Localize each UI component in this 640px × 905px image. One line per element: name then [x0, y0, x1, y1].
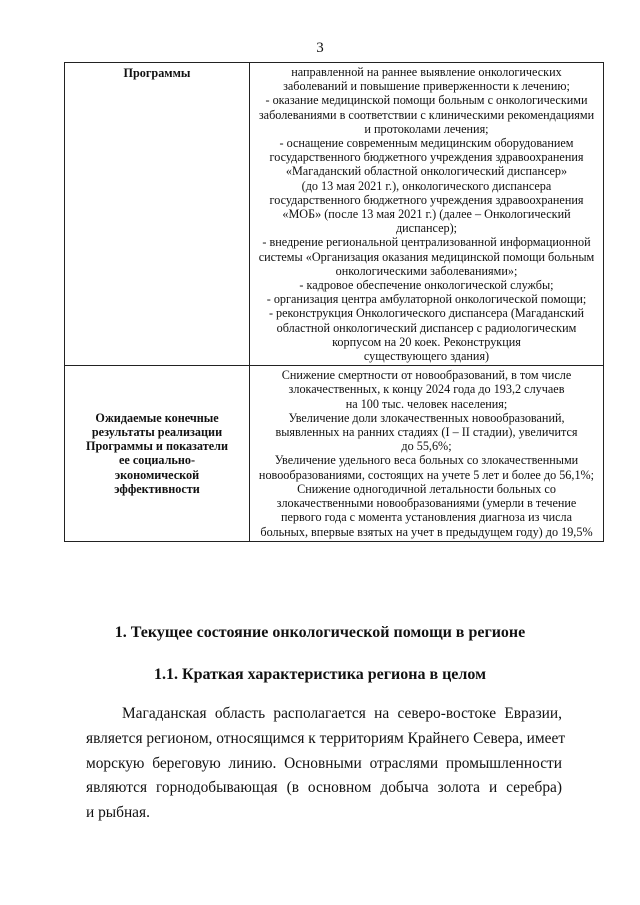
- label-cell-programs: Программы: [65, 63, 250, 366]
- content-line: выявленных на ранних стадиях (I – II стадии), увеличится: [275, 425, 578, 440]
- content-line: заболеваний и повышение приверженности к лечению;: [283, 79, 570, 94]
- content-line: злокачественными новообразованиями (умерли в течение: [276, 496, 577, 511]
- content-line: - кадровое обеспечение онкологической службы;: [299, 278, 554, 293]
- content-line: - оказание медицинской помощи больным с онкологическими: [265, 93, 588, 108]
- label-line: результаты реализации: [91, 425, 223, 440]
- content-line: - организация центра амбулаторной онкологической помощи;: [266, 292, 587, 307]
- content-line: Снижение одногодичной летальности больных со: [297, 481, 556, 496]
- paragraph-line: являются горнодобывающая (в основном добыча золота и серебра): [86, 779, 562, 797]
- content-line: «МОБ» (после 13 мая 2021 г.) (далее – Онкологический: [282, 207, 571, 222]
- content-line: - внедрение региональной централизованной информационной: [262, 235, 591, 250]
- content-line: до 55,6%;: [401, 439, 452, 454]
- section-heading: 1. Текущее состояние онкологической помощи в регионе: [114, 624, 526, 641]
- content-line: - реконструкция Онкологического диспансера (Магаданский: [268, 306, 585, 321]
- content-line: государственного бюджетного учреждения здравоохранения: [269, 192, 584, 207]
- label-cell-expected-results: [65, 366, 250, 541]
- content-line: новообразованиями, состоящих на учете 5 лет и более до 56,1%;: [258, 467, 595, 482]
- content-line: корпусом на 20 коек. Реконструкция: [332, 334, 521, 349]
- content-line: и протоколами лечения;: [364, 121, 489, 136]
- content-cell-expected-results: [250, 366, 604, 541]
- content-line: диспансер);: [395, 221, 458, 236]
- content-line: существующего здания): [363, 349, 490, 364]
- paragraph-line: морскую береговую линию. Основными отраслями промышленности: [86, 754, 562, 772]
- label-line: эффективности: [114, 481, 200, 496]
- content-line: Увеличение доли злокачественных новообразований,: [288, 410, 565, 425]
- content-line: «Магаданский областной онкологический диспансер»: [285, 164, 568, 179]
- table-row-expected-results: [65, 366, 604, 541]
- label-line: Программы и показатели: [86, 439, 228, 454]
- paragraph-line: Магаданская область располагается на северо-востоке Евразии,: [122, 705, 562, 722]
- content-line: онкологическими заболеваниями»;: [335, 263, 518, 278]
- subsection-heading: 1.1. Краткая характеристика региона в целом: [154, 666, 486, 683]
- content-cell-programs: [250, 63, 604, 366]
- content-line: Снижение смертности от новообразований, в том числе: [281, 368, 572, 383]
- content-line: заболеваниями в соответствии с клиническими рекомендациями: [258, 107, 595, 122]
- content-line: направленной на раннее выявление онкологических: [291, 65, 562, 79]
- content-line: первого года с момента установления диагноза из числа: [280, 510, 573, 525]
- label-line: ее социально-: [118, 453, 196, 468]
- paragraph-line: и рыбная.: [86, 804, 150, 822]
- page-number: 3: [316, 40, 324, 56]
- label-line: экономической: [114, 467, 200, 482]
- body-paragraph: [86, 702, 566, 826]
- paragraph-line: является регионом, относящимся к территориям Крайнего Севера, имеет: [86, 729, 566, 747]
- content-line: системы «Организация оказания медицинской помощи больным: [258, 249, 595, 264]
- label-line: Ожидаемые конечные: [95, 410, 219, 425]
- content-line: государственного бюджетного учреждения здравоохранения: [269, 150, 584, 165]
- content-line: Увеличение удельного веса больных со злокачественными: [274, 453, 579, 468]
- content-line: на 100 тыс. человек населения;: [345, 396, 508, 411]
- content-line: областной онкологический диспансер с радиологическим: [276, 320, 577, 335]
- program-passport-table: [64, 62, 604, 542]
- table-row-programs: [65, 63, 604, 366]
- content-line: больных, впервые взятых на учет в предыдущем году) до 19,5%: [260, 524, 593, 539]
- content-line: (до 13 мая 2021 г.), онкологического диспансера: [301, 178, 552, 193]
- content-line: злокачественных, к концу 2024 года до 193,2 случаев: [288, 382, 565, 397]
- content-line: - оснащение современным медицинским оборудованием: [279, 136, 574, 151]
